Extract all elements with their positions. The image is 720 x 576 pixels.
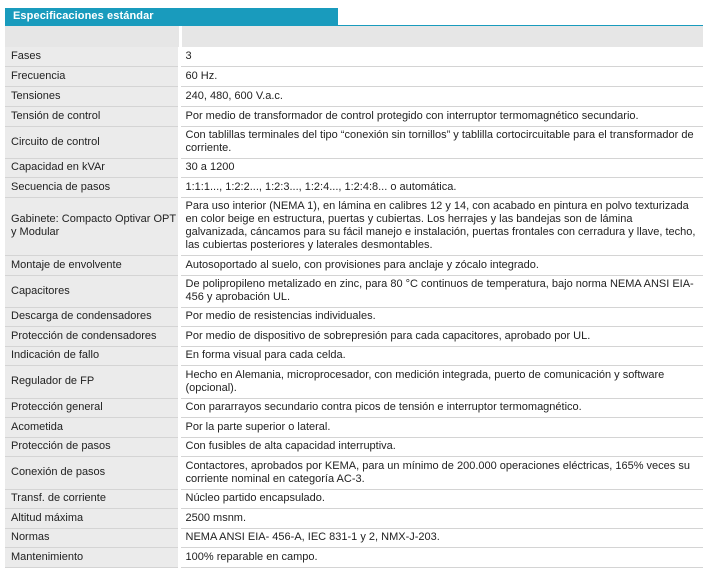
table-row <box>5 489 703 508</box>
row-value: 60 Hz. <box>179 66 703 86</box>
table-row <box>5 106 703 126</box>
table-row <box>5 547 703 567</box>
row-label: Protección de pasos <box>5 437 179 456</box>
row-value: Núcleo partido encapsulado. <box>179 489 703 508</box>
row-value: 100% reparable en campo. <box>179 547 703 567</box>
row-value: De polipropileno metalizado en zinc, para 80 °C continuos de temperatura, bajo norma NEMA ANSI EIA-456 y aprobación UL. <box>179 275 703 307</box>
table-row <box>5 346 703 365</box>
row-label: Circuito de control <box>5 126 179 158</box>
table-row <box>5 365 703 398</box>
row-label: Secuencia de pasos <box>5 177 179 197</box>
row-value: Por la parte superior o lateral. <box>179 417 703 437</box>
row-label: Gabinete: Compacto Optivar OPT y Modular <box>5 197 179 255</box>
row-value: Hecho en Alemania, microprocesador, con medición integrada, puerto de comunicación y software (opcional). <box>179 365 703 398</box>
row-value: Con pararrayos secundario contra picos de tensión e interruptor termomagnético. <box>179 398 703 417</box>
table-header-row <box>5 26 703 47</box>
row-label: Normas <box>5 528 179 547</box>
row-value: Contactores, aprobados por KEMA, para un mínimo de 200.000 operaciones eléctricas, 165% veces su corriente nominal en categoría AC-3. <box>179 456 703 489</box>
section-title-bar <box>5 8 338 25</box>
header-cell-left <box>5 26 179 47</box>
row-value: Con tablillas terminales del tipo “conexión sin tornillos” y tablilla cortocircuitable para el transformador de corriente. <box>179 126 703 158</box>
row-label: Indicación de fallo <box>5 346 179 365</box>
table-row <box>5 255 703 275</box>
row-value: 1:1:1..., 1:2:2..., 1:2:3..., 1:2:4..., 1:2:4:8... o automática. <box>179 177 703 197</box>
row-label: Altitud máxima <box>5 508 179 528</box>
row-label: Protección de condensadores <box>5 326 179 346</box>
row-label: Tensión de control <box>5 106 179 126</box>
table-row <box>5 508 703 528</box>
section-title: Especificaciones estándar <box>13 10 154 22</box>
row-value: 2500 msnm. <box>179 508 703 528</box>
row-value: Por medio de transformador de control protegido con interruptor termomagnético secundario. <box>179 106 703 126</box>
table-row <box>5 158 703 177</box>
table-row <box>5 456 703 489</box>
row-label: Capacidad en kVAr <box>5 158 179 177</box>
row-label: Fases <box>5 47 179 66</box>
table-row <box>5 47 703 66</box>
row-value: Con fusibles de alta capacidad interruptiva. <box>179 437 703 456</box>
table-row <box>5 398 703 417</box>
row-label: Descarga de condensadores <box>5 307 179 326</box>
table-row <box>5 177 703 197</box>
row-label: Acometida <box>5 417 179 437</box>
table-row <box>5 307 703 326</box>
row-value: Por medio de resistencias individuales. <box>179 307 703 326</box>
row-label: Protección general <box>5 398 179 417</box>
row-value: En forma visual para cada celda. <box>179 346 703 365</box>
table-row <box>5 197 703 255</box>
row-value: Por medio de dispositivo de sobrepresión para cada capacitores, aprobado por UL. <box>179 326 703 346</box>
row-value: Autosoportado al suelo, con provisiones para anclaje y zócalo integrado. <box>179 255 703 275</box>
table-row <box>5 66 703 86</box>
table-row <box>5 417 703 437</box>
row-value: NEMA ANSI EIA- 456-A, IEC 831-1 y 2, NMX-J-203. <box>179 528 703 547</box>
row-label: Tensiones <box>5 86 179 106</box>
row-label: Frecuencia <box>5 66 179 86</box>
row-label: Capacitores <box>5 275 179 307</box>
row-value: Para uso interior (NEMA 1), en lámina en calibres 12 y 14, con acabado en pintura en polvo texturizada en color beige en estructura, puertas y cubiertas. Los herrajes y las bandejas son de lámina galvanizada, cáncamos para su fácil manejo e instalación, puertas frontales con cerradura y llave, techo, las cubiertas posteriores y laterales desmontables. <box>179 197 703 255</box>
table-row <box>5 275 703 307</box>
row-label: Conexión de pasos <box>5 456 179 489</box>
row-label: Transf. de corriente <box>5 489 179 508</box>
row-label: Montaje de envolvente <box>5 255 179 275</box>
table-row <box>5 126 703 158</box>
row-value: 240, 480, 600 V.a.c. <box>179 86 703 106</box>
specifications-table <box>5 47 703 568</box>
table-row <box>5 86 703 106</box>
table-row <box>5 528 703 547</box>
row-label: Mantenimiento <box>5 547 179 567</box>
row-value: 30 a 1200 <box>179 158 703 177</box>
row-label: Regulador de FP <box>5 365 179 398</box>
table-row <box>5 437 703 456</box>
table-row <box>5 326 703 346</box>
header-cell-right <box>182 26 703 47</box>
row-value: 3 <box>179 47 703 66</box>
